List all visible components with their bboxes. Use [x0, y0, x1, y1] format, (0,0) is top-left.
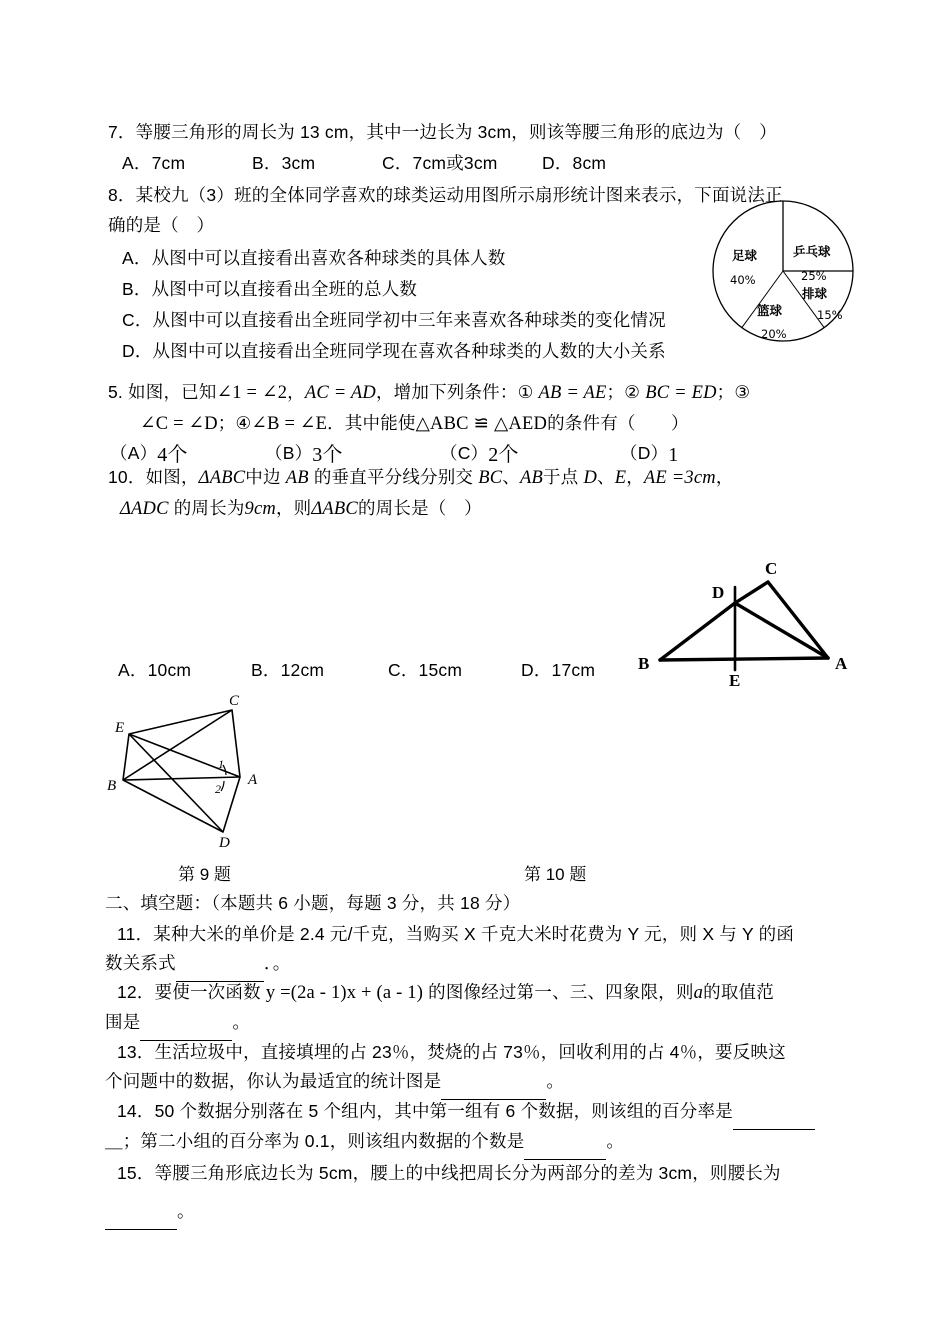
q10-option-a[interactable]: A．10cm — [118, 660, 192, 680]
q10-l1-m6: E — [614, 468, 627, 488]
q10-l1-m3: BC — [478, 468, 503, 488]
pie-slice-percent-2: 15% — [817, 308, 843, 322]
pie-slice-label-1: 乒乓球 — [793, 244, 831, 259]
q10-l1-c: 的垂直平分线分别交 — [308, 467, 479, 487]
q14-answer-blank-1[interactable] — [733, 1099, 815, 1130]
q12-l1-c: 的取值范 — [703, 982, 774, 1002]
q10-option-c[interactable]: C．15cm — [388, 660, 463, 680]
figure-10-label-E: E — [729, 671, 741, 690]
q5-opt-c-val: 2个 — [488, 444, 519, 466]
figure-10-label-D: D — [712, 583, 725, 602]
q12-l1-var: a — [693, 983, 704, 1003]
q5-l2-m2: ∠B = ∠E — [251, 414, 328, 434]
question-14-line2 — [105, 1126, 624, 1160]
q5-l1-m1: ∠1 = ∠2 — [216, 383, 288, 403]
q10-l2-b: ，则 — [275, 498, 312, 518]
q8-option-d[interactable]: D．从图中可以直接看出全班同学现在喜欢各种球类的人数的大小关系 — [122, 341, 666, 361]
figure-9-angle-2: 2 — [215, 782, 221, 796]
q5-l1-b: ， — [287, 382, 305, 402]
q8-option-c[interactable]: C．从图中可以直接看出全班同学初中三年来喜欢各种球类的变化情况 — [122, 310, 666, 330]
q7-option-d[interactable]: D．8cm — [542, 153, 607, 173]
q10-option-b[interactable]: B．12cm — [251, 660, 325, 680]
question-15-line2 — [105, 1196, 195, 1230]
q5-l1-m2: AC = AD — [304, 383, 376, 403]
q10-l1-m1: ΔABC — [198, 468, 246, 488]
q12-l2-b: 。 — [232, 1012, 251, 1032]
q5-l2-m3: △ABC ≌ △AED — [415, 414, 548, 434]
q10-option-d[interactable]: D．17cm — [521, 660, 596, 680]
q7-option-b[interactable]: B．3cm — [252, 153, 316, 173]
pie-slice-percent-1: 25% — [801, 269, 827, 283]
q5-l2-a: ；④ — [217, 413, 252, 433]
question-15-line1: 15．等腰三角形底边长为 5cm，腰上的中线把周长分为两部分的差为 3cm，则腰长为 — [117, 1163, 781, 1183]
q13-l2-a: 个问题中的数据，你认为最适宜的统计图是 — [105, 1071, 442, 1091]
q5-opt-a-tag: （A） — [110, 443, 158, 463]
q5-opt-d-val: 1 — [668, 444, 679, 466]
figure-9-caption: 第 9 题 — [178, 865, 231, 884]
figure-10-label-A: A — [835, 654, 848, 673]
q10-l2-m1: ΔADC — [120, 499, 169, 519]
q10-l1-m2: AB — [285, 468, 309, 488]
q5-opt-b-tag: （B） — [265, 443, 313, 463]
q8-option-a[interactable]: A．从图中可以直接看出喜欢各种球类的具体人数 — [122, 248, 506, 268]
question-5-line1 — [108, 377, 750, 408]
q10-l1-d: 、 — [502, 467, 520, 487]
q7-option-c[interactable]: C．7cm或3cm — [382, 153, 498, 173]
q10-l1-h: ， — [715, 467, 734, 487]
q10-l1-f: 、 — [597, 467, 615, 487]
q10-l1-m4: AB — [519, 468, 543, 488]
q10-l1-b: 中边 — [245, 467, 286, 487]
q14-l2-b: 。 — [606, 1131, 625, 1151]
q10-l1-m7: AE =3cm — [643, 468, 716, 488]
q5-opt-c-tag: （C） — [440, 443, 489, 463]
question-8-stem-line1: 8．某校九（3）班的全体同学喜欢的球类运动用图所示扇形统计图来表示，下面说法正 — [108, 185, 783, 205]
question-12-line1 — [117, 977, 774, 1008]
q14-answer-blank-2[interactable] — [524, 1129, 606, 1160]
pie-slice-label-0: 足球 — [732, 248, 758, 263]
q12-l1-b: 的图像经过第一、三、四象限，则 — [423, 982, 694, 1002]
q15-answer-blank[interactable] — [105, 1199, 177, 1230]
q5-option-d[interactable] — [620, 443, 679, 466]
q5-l1-m4: BC = ED — [645, 383, 717, 403]
q11-l2-a: 数关系式 — [105, 953, 176, 973]
pie-slice-label-3: 篮球 — [757, 303, 783, 318]
q14-l2-a: ＿；第二小组的百分率为 0.1，则该组内数据的个数是 — [105, 1131, 525, 1151]
question-11-line1: 11．某种大米的单价是 2.4 元/千克，当购买 X 千克大米时花费为 Y 元，则 X 与 Y 的函 — [117, 924, 795, 944]
figure-9-congruent-triangles — [95, 692, 325, 851]
q10-l2-m2: 9cm — [244, 499, 276, 519]
section-2-heading: 二、填空题：（本题共 6 小题，每题 3 分，共 18 分） — [105, 893, 521, 913]
q8-option-b[interactable]: B．从图中可以直接看出全班的总人数 — [122, 279, 418, 299]
pie-slice-percent-0: 40% — [730, 273, 756, 287]
question-10-line2 — [120, 493, 482, 524]
q10-l2-m3: ΔABC — [311, 499, 358, 519]
question-10-line1 — [108, 462, 734, 493]
q5-l1-a: 5. 如图，已知 — [108, 382, 217, 402]
q12-l1-a: 12．要使一次函数 — [117, 982, 266, 1002]
q5-l1-m3: AB = AE — [538, 383, 607, 403]
q15-l2-b: 。 — [177, 1201, 195, 1221]
q10-l1-m5: D — [583, 468, 597, 488]
q10-l1-a: 10．如图， — [108, 467, 199, 487]
q5-opt-d-tag: （D） — [620, 443, 669, 463]
q14-l1-a: 14．50 个数据分别落在 5 个组内，其中第一组有 6 个数据，则该组的百分率是 — [117, 1101, 733, 1121]
question-14-line1 — [117, 1096, 815, 1130]
question-12-line2 — [105, 1007, 250, 1041]
figure-10-label-B: B — [638, 654, 650, 673]
q10-l2-c: 的周长是（ ） — [357, 498, 482, 518]
pie-slice-percent-3: 20% — [761, 327, 787, 341]
pie-chart-figure — [705, 200, 865, 352]
q5-l1-c: ，增加下列条件：① — [375, 382, 539, 402]
q5-opt-b-val: 3个 — [312, 444, 343, 466]
figure-10-label-C: C — [765, 559, 778, 578]
figure-9-label-A: A — [248, 772, 258, 788]
q12-l2-a: 围是 — [105, 1012, 141, 1032]
q10-l1-g: ， — [626, 467, 644, 487]
figure-9-label-E: E — [115, 720, 125, 736]
q11-l2-b: ．。 — [263, 953, 291, 973]
figure-9-label-C: C — [229, 693, 240, 709]
question-13-line2 — [105, 1066, 564, 1100]
question-7-stem: 7．等腰三角形的周长为 13 cm，其中一边长为 3cm，则该等腰三角形的底边为（ ） — [108, 122, 777, 142]
figure-9-label-B: B — [107, 778, 117, 794]
figure-9-angle-1: 1 — [218, 757, 224, 771]
q5-l2-m1: ∠C = ∠D — [140, 414, 218, 434]
pie-slice-label-2: 排球 — [802, 286, 828, 301]
figure-9-label-D: D — [219, 835, 230, 851]
figure-10-caption: 第 10 题 — [524, 865, 587, 884]
q5-l2-b: ．其中能使 — [327, 413, 416, 433]
question-13-line1: 13．生活垃圾中，直接填埋的占 23％，焚烧的占 73％，回收利用的占 4％，要反映这 — [117, 1042, 786, 1062]
question-10-options — [118, 655, 595, 685]
question-8-stem-line2: 确的是（ ） — [108, 215, 215, 235]
q5-l1-e: ；③ — [716, 382, 751, 402]
q12-l1-formula: y =(2a - 1)x + (a - 1) — [265, 983, 424, 1003]
figure-10-triangle — [620, 552, 860, 692]
q7-option-a[interactable]: A．7cm — [122, 153, 186, 173]
q5-l2-c: 的条件有（ ） — [547, 413, 689, 433]
q5-opt-a-val: 4个 — [157, 444, 188, 466]
q13-l2-b: 。 — [546, 1071, 565, 1091]
question-7-options — [122, 148, 606, 178]
q5-l1-d: ；② — [606, 382, 646, 402]
q10-l1-e: 于点 — [542, 467, 584, 487]
q10-l2-a: 的周长为 — [168, 498, 245, 518]
question-5-line2 — [140, 408, 689, 439]
